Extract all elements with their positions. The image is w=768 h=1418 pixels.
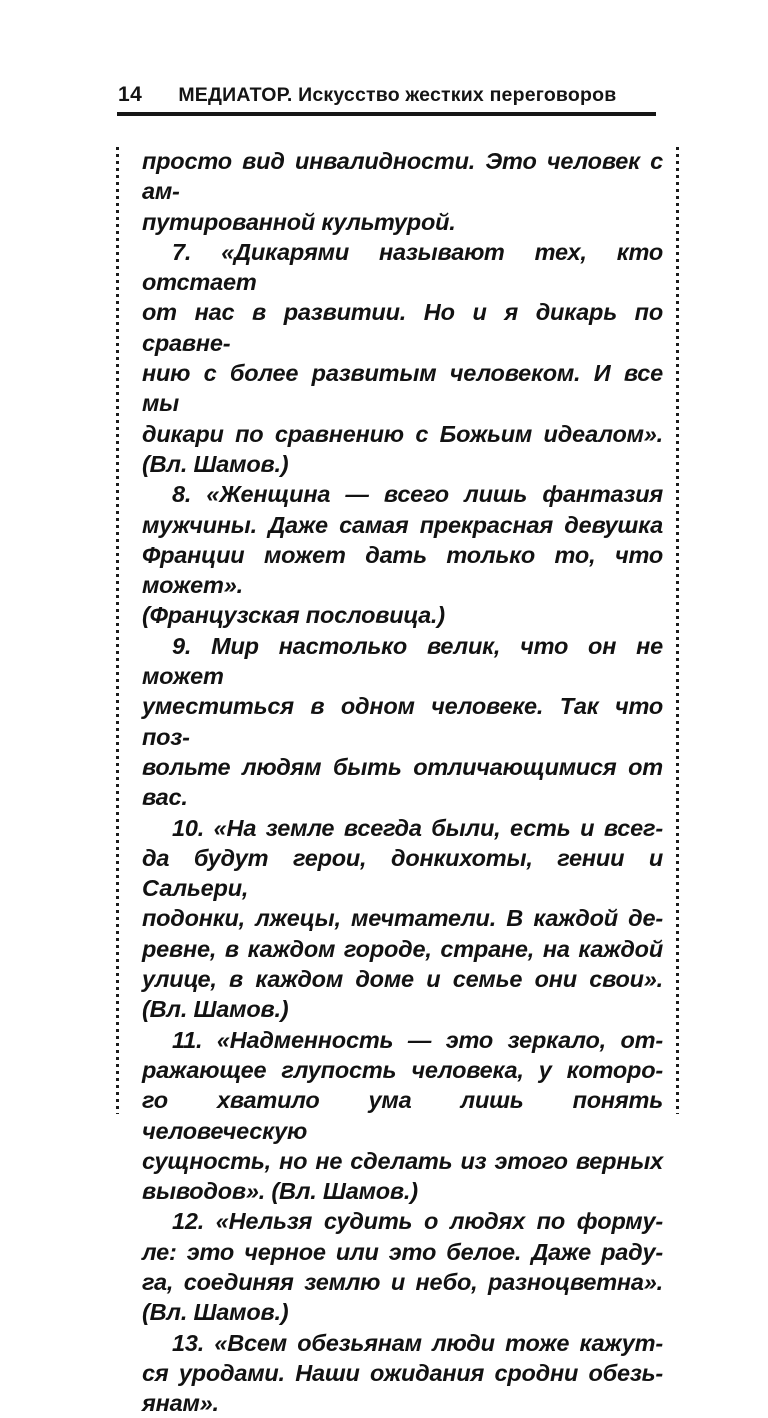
text-line: 10. «На земле всегда были, есть и всег-	[172, 814, 663, 841]
text-line: просто вид инвалидности. Это человек с ам-	[142, 148, 663, 205]
text-line: го хватило ума лишь понять человеческую	[142, 1087, 663, 1144]
text-line: 13. «Всем обезьянам люди тоже кажут-	[172, 1329, 663, 1356]
text-line: ся уродами. Наши ожидания сродни обезь-	[142, 1359, 663, 1386]
paragraph	[142, 237, 663, 479]
paragraph	[142, 631, 663, 813]
text-line: да будут герои, донкихоты, гении и Сальери,	[142, 844, 663, 902]
paragraph	[142, 1025, 663, 1207]
page-number: 14	[118, 83, 143, 106]
text-line: (Вл. Шамов.)	[142, 996, 289, 1023]
text-line: улице, в каждом доме и семье они свои».	[142, 966, 663, 993]
dotted-border-left	[116, 147, 119, 1114]
text-line: 9. Мир настолько велик, что он не может	[142, 632, 663, 690]
text-line: уместиться в одном человеке. Так что поз-	[142, 693, 663, 750]
text-line: сущность, но не сделать из этого верных	[142, 1147, 663, 1174]
text-line: (Вл. Шамов.)	[142, 450, 289, 477]
text-line: ревне, в каждом городе, стране, на каждой	[142, 935, 663, 962]
text-line: га, соединяя землю и небо, разноцветна».	[142, 1268, 663, 1295]
text-line: (Французская пословица.)	[142, 602, 445, 629]
dotted-border-right	[676, 147, 679, 1114]
text-line: Франции может дать только то, что может».	[142, 541, 663, 599]
text-line: выводов». (Вл. Шамов.)	[142, 1178, 418, 1205]
text-line: ле: это черное или это белое. Даже раду-	[142, 1238, 663, 1265]
text-block	[142, 146, 663, 1418]
text-line: 11. «Надменность — это зеркало, от-	[172, 1026, 663, 1053]
text-line: 7. «Дикарями называют тех, кто отстает	[142, 238, 663, 296]
paragraph	[142, 479, 663, 630]
page-header	[118, 83, 658, 107]
text-line: 12. «Нельзя судить о людях по форму-	[172, 1208, 663, 1235]
text-line: подонки, лжецы, мечтатели. В каждой де-	[142, 905, 663, 932]
running-title: МЕДИАТОР. Искусство жестких переговоров	[178, 84, 617, 106]
paragraph	[142, 1328, 663, 1418]
text-line: нию с более развитым человеком. И все мы	[142, 360, 663, 417]
text-line: путированной культурой.	[142, 208, 456, 235]
text-line: вольте людям быть отличающимися от вас.	[142, 753, 663, 811]
header-rule	[117, 112, 656, 116]
text-line: дикари по сравнению с Божьим идеалом».	[142, 420, 663, 447]
text-line: от нас в развитии. Но и я дикарь по сравне-	[142, 299, 663, 356]
text-line: ражающее глупость человека, у которо-	[142, 1056, 663, 1083]
text-line: 8. «Женщина — всего лишь фантазия	[172, 481, 663, 508]
text-line: мужчины. Даже самая прекрасная девушка	[142, 511, 663, 538]
text-line: янам».	[142, 1390, 219, 1417]
paragraph	[142, 146, 663, 237]
text-line: (Вл. Шамов.)	[142, 1299, 289, 1326]
paragraph	[142, 1206, 663, 1327]
paragraph	[142, 813, 663, 1025]
